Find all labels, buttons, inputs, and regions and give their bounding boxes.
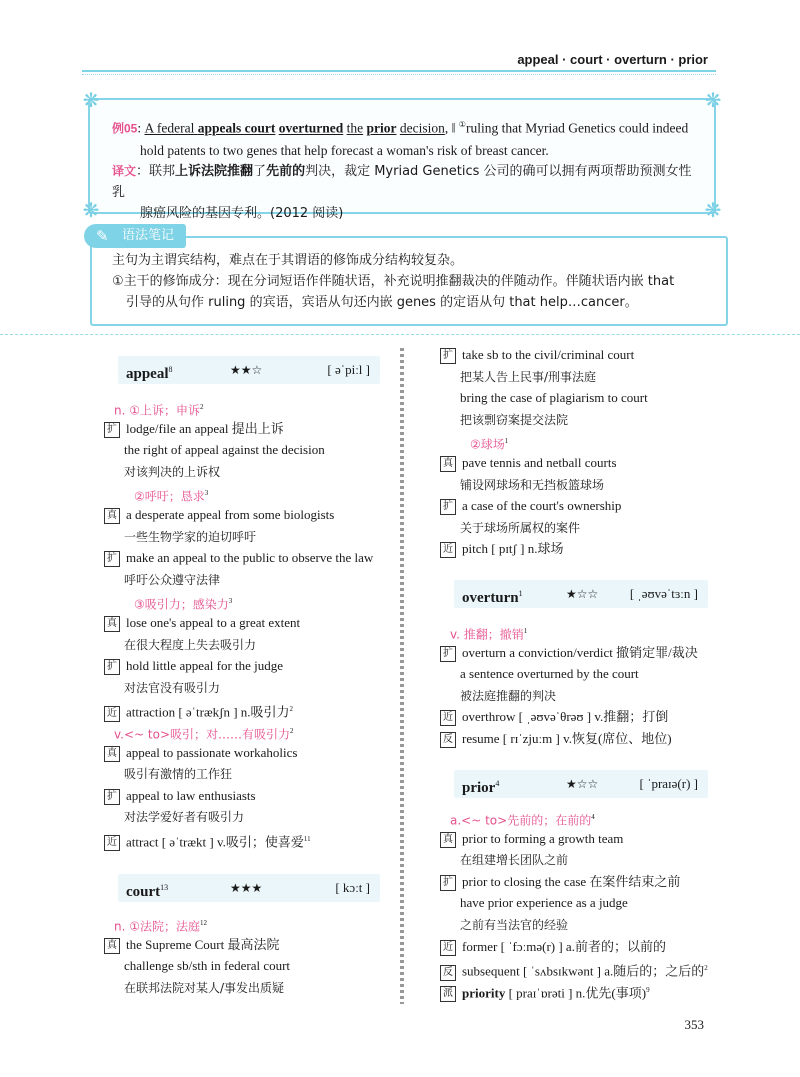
entry-text: lose one's appeal to a great extent (126, 615, 301, 630)
tag-icon: 近 (104, 706, 120, 722)
example-clause-mark: , ‖ (444, 120, 459, 136)
sense-line (450, 622, 527, 643)
entry-line (124, 765, 232, 783)
tag-icon: 扩 (104, 551, 120, 567)
entry-text: 在联邦法院对某人/事发出质疑 (124, 980, 285, 995)
phonetic: [ əˈpiːl ] (327, 362, 370, 377)
entry-line (460, 389, 648, 407)
tag-icon: 真 (104, 616, 120, 632)
frequency-mark: 11 (303, 835, 311, 843)
page-number: 353 (684, 1017, 704, 1032)
entry-line-tagged (440, 938, 666, 956)
entry-text: appeal to passionate workaholics (126, 744, 298, 760)
entry-text: former [ ˈfɔːmə(r) ] a.前者的；以前的 (462, 938, 666, 954)
star-rating: ★☆☆ (566, 777, 599, 791)
tag-icon: 近 (440, 940, 456, 956)
sense-label: n. ①上诉；申诉 (114, 403, 200, 418)
entry-line-tagged (440, 540, 563, 558)
headword: overturn$^1$ (462, 589, 523, 606)
entry-text: lodge/file an appeal 提出上诉 (126, 420, 284, 436)
entry-text: appeal to law enthusiasts (126, 787, 256, 803)
entry-text: 呼吁公众遵守法律 (124, 572, 221, 587)
sense-label: v. 推翻；撤销 (450, 627, 524, 642)
running-header: appeal · court · overturn · prior (517, 52, 708, 67)
entry-text: pave tennis and netball courts (462, 455, 617, 470)
example-en-bold: overturned (278, 120, 344, 136)
entry-line (124, 528, 256, 546)
example-en-underlined: the (346, 120, 364, 136)
tag-icon: 反 (440, 965, 456, 981)
column-divider (400, 348, 404, 1004)
headword: court$^{13}$ (126, 883, 169, 900)
example-en-line2: hold patents to two genes that help forecast a woman's risk of breast cancer. (140, 142, 549, 158)
entry-line (460, 851, 568, 869)
example-box (82, 90, 722, 222)
entry-line-tagged (104, 549, 373, 567)
example-en-underlined: decision (399, 120, 445, 136)
headword: prior$^4$ (462, 779, 500, 796)
headword-appeal (118, 356, 380, 384)
sense-line (114, 914, 207, 935)
entry-line-tagged (440, 497, 621, 515)
entry-line (460, 916, 568, 934)
tag-icon: 扩 (440, 499, 456, 515)
entry-text: 对法官没有吸引力 (124, 680, 221, 695)
frequency-mark: 2 (704, 964, 708, 973)
tag-icon: 扩 (104, 422, 120, 438)
entry-text: challenge sb/sth in federal court (124, 958, 291, 974)
entry-line-tagged (104, 614, 300, 632)
entry-text: subsequent [ ˈsʌbsɪkwənt ] a.随后的；之后的 (462, 963, 705, 979)
entry-line-tagged (104, 830, 311, 851)
entry-text: pitch [ pɪtʃ ] n.球场 (462, 541, 564, 557)
phonetic: [ kɔːt ] (335, 880, 370, 895)
grammar-line: 主句为主谓宾结构，难点在于其谓语的修饰成分结构较复杂。 (112, 253, 464, 268)
sense-line (114, 398, 204, 419)
entry-line (460, 665, 639, 683)
frequency-mark: 4 (591, 813, 595, 821)
headword-court (118, 874, 380, 902)
entry-line-tagged (440, 830, 623, 848)
tag-icon: 真 (440, 832, 456, 848)
star-rating: ★☆☆ (566, 587, 599, 601)
entry-text: a desperate appeal from some biologists (126, 507, 335, 522)
entry-text: 把某人告上民事/刑事法庭 (460, 369, 597, 384)
sense-line (114, 722, 294, 743)
example-en-pre: A federal (144, 120, 198, 136)
tag-icon: 扩 (440, 875, 456, 891)
entry-line-tagged (104, 657, 283, 675)
example-text: 例05: A federal appeals court overturned the prior decision, ‖ ①ruling that Myriad Genetics could indeed hold patents to two genes that help forecast a woman's risk of breast cancer. 译文：联邦上诉法院推翻了先前的判决，裁定 Myriad Genetics 公司的确可以拥有两项帮助预测女性乳 腺癌风险的基因专利。(2012 阅读) (112, 114, 700, 224)
entry-text: a case of the court's ownership (462, 498, 622, 514)
grammar-line: 引导的从句作 ruling 的宾语，宾语从句还内嵌 genes 的定语从句 that help…cancer。 (126, 295, 638, 310)
tag-icon: 近 (440, 542, 456, 558)
entry-line-tagged (440, 708, 668, 726)
entry-text: 在组建增长团队之前 (460, 853, 569, 868)
entry-text: 铺设网球场和无挡板篮球场 (460, 477, 605, 492)
entry-text: 关于球场所属权的案件 (460, 520, 581, 535)
star-rating: ★★☆ (230, 363, 263, 377)
entry-text: 对法学爱好者有吸引力 (124, 810, 245, 825)
translation-rest: 判决，裁定 Myriad Genetics 公司的确可以拥有两项帮助预测女性乳 (112, 163, 692, 200)
frequency-mark: 12 (200, 919, 207, 927)
entry-line-tagged (104, 506, 334, 524)
frequency-mark: 3 (204, 489, 209, 498)
tag-icon: 真 (104, 938, 120, 954)
frequency-mark: 2 (290, 727, 294, 735)
grammar-notes-text (112, 250, 712, 313)
entry-text: hold little appeal for the judge (126, 658, 284, 674)
tag-icon: 近 (104, 835, 120, 851)
example-en-bold: prior (366, 120, 397, 136)
tag-icon: 扩 (104, 659, 120, 675)
example-label: 例05 (112, 121, 138, 136)
frequency-mark: 1 (504, 437, 509, 446)
header-rule-dotted (82, 74, 716, 75)
tag-icon: 反 (440, 732, 456, 748)
tag-icon: 真 (440, 456, 456, 472)
frequency-mark: 9 (646, 985, 650, 994)
translation-pre: ：联邦 (136, 163, 176, 179)
frequency-mark: 3 (228, 597, 233, 606)
entry-text: a sentence overturned by the court (460, 666, 639, 682)
tag-icon: 派 (440, 986, 456, 1002)
entry-line-tagged (440, 346, 634, 364)
entry-line (124, 979, 284, 997)
sense-line (470, 432, 508, 453)
example-en-rest: ruling that Myriad Genetics could indeed (465, 120, 689, 136)
entry-line-tagged (104, 936, 279, 954)
entry-text: 把该剽窃案提交法院 (460, 412, 569, 427)
entry-line-tagged (104, 787, 256, 805)
entry-text: overthrow [ ˌəʊvəˈθrəʊ ] v.推翻；打倒 (462, 709, 669, 725)
frequency-mark: 1 (523, 627, 528, 635)
star-rating: ★★★ (230, 881, 263, 895)
grammar-line: ①主干的修饰成分：现在分词短语作伴随状语，补充说明推翻裁决的伴随动作。伴随状语内嵌 that (112, 274, 675, 289)
phonetic: [ ˈpraɪə(r) ] (639, 776, 698, 791)
headword-overturn (454, 580, 708, 608)
phonetic: [ ˌəʊvəˈtɜːn ] (629, 586, 698, 601)
translation-line2: 腺癌风险的基因专利。(2012 阅读) (140, 205, 344, 221)
headword-prior (454, 770, 708, 798)
pen-icon: ✎ (96, 227, 109, 245)
frequency-mark: 2 (200, 403, 204, 411)
entry-line (460, 894, 628, 912)
entry-line (124, 808, 244, 826)
entry-text: 之前有当法官的经验 (460, 918, 569, 932)
entry-line (460, 476, 604, 494)
tag-icon: 扩 (104, 789, 120, 805)
entry-text: bring the case of plagiarism to court (460, 390, 648, 406)
entry-text: have prior experience as a judge (460, 895, 628, 911)
entry-line-tagged (104, 744, 297, 762)
frequency-mark: 2 (289, 705, 294, 714)
entry-line (124, 441, 325, 459)
entry-line-tagged (440, 981, 650, 1002)
entry-text: 吸引有激情的工作狂 (124, 767, 233, 782)
headword: appeal$^8$ (126, 365, 173, 382)
entry-line-tagged (440, 644, 698, 662)
entry-line-tagged (104, 420, 284, 438)
entry-text: prior to closing the case 在案件结束之前 (462, 873, 681, 889)
tag-icon: 真 (104, 508, 120, 524)
entry-text: [ praɪˈɒrəti ] n.优先(事项) (505, 985, 647, 1001)
entry-text: resume [ rɪˈzjuːm ] v.恢复(席位、地位) (462, 731, 672, 746)
tag-icon: 扩 (440, 646, 456, 662)
corner-ornament-icon: ❋ (82, 90, 100, 112)
tag-icon: 近 (440, 710, 456, 726)
tag-icon: 扩 (440, 348, 456, 364)
entry-line-tagged (440, 454, 617, 472)
entry-text: take sb to the civil/criminal court (462, 347, 635, 362)
sense-label: n. ①法院；法庭 (114, 919, 200, 934)
sense-label: a.<~ to>先前的；在前的 (450, 813, 592, 828)
header-rule (82, 70, 716, 72)
translation-label: 译文 (112, 163, 137, 178)
entry-text: attraction [ əˈtrækʃn ] n.吸引力 (126, 704, 290, 720)
entry-line (460, 411, 568, 429)
sense-line (134, 484, 208, 505)
sense-label: v.<~ to>吸引；对……有吸引力 (114, 727, 291, 742)
corner-ornament-icon: ❋ (704, 90, 722, 112)
entry-line (124, 679, 220, 697)
entry-text: 一些生物学家的迫切呼吁 (124, 529, 257, 544)
entry-line (124, 636, 256, 654)
translation-mid: 了 (253, 163, 267, 179)
example-circle-number: ① (458, 120, 466, 129)
grammar-notes-title: 语法笔记 (122, 228, 175, 243)
example-en-bold: appeals court (197, 120, 276, 136)
entry-line (460, 368, 596, 386)
entry-line-tagged (104, 700, 293, 721)
entry-line-tagged (440, 873, 680, 891)
entry-line-tagged (440, 730, 672, 748)
entry-line (460, 519, 580, 537)
translation-bold: 上诉法院推翻 (175, 163, 254, 179)
corner-ornament-icon: ❋ (82, 200, 100, 222)
sense-label: ②呼吁；恳求 (134, 489, 205, 504)
section-divider (0, 334, 800, 335)
entry-line (124, 957, 290, 975)
entry-text: attract [ əˈtrækt ] v.吸引；使喜爱 (126, 834, 304, 850)
translation-bold: 先前的 (266, 163, 306, 179)
entry-line (124, 571, 220, 589)
entry-line-tagged (440, 959, 708, 980)
entry-text: 在很大程度上失去吸引力 (124, 637, 257, 652)
entry-line (124, 463, 220, 481)
entry-text: 被法庭推翻的判决 (460, 688, 557, 703)
derived-word: priority (462, 985, 506, 1001)
entry-text: 对该判决的上诉权 (124, 464, 221, 479)
sense-line (134, 592, 232, 613)
sense-label: ②球场 (470, 437, 505, 452)
entry-text: overturn a conviction/verdict 撤销定罪/裁决 (462, 644, 698, 660)
entry-text: make an appeal to the public to observe the law (126, 550, 374, 566)
sense-line (450, 808, 595, 829)
entry-text: prior to forming a growth team (462, 830, 624, 846)
tag-icon: 真 (104, 746, 120, 762)
entry-text: the Supreme Court 最高法院 (126, 936, 280, 952)
entry-text: the right of appeal against the decision (124, 442, 325, 458)
corner-ornament-icon: ❋ (704, 200, 722, 222)
sense-label: ③吸引力；感染力 (134, 597, 229, 612)
entry-line (460, 687, 556, 705)
grammar-notes-tab (84, 224, 186, 248)
